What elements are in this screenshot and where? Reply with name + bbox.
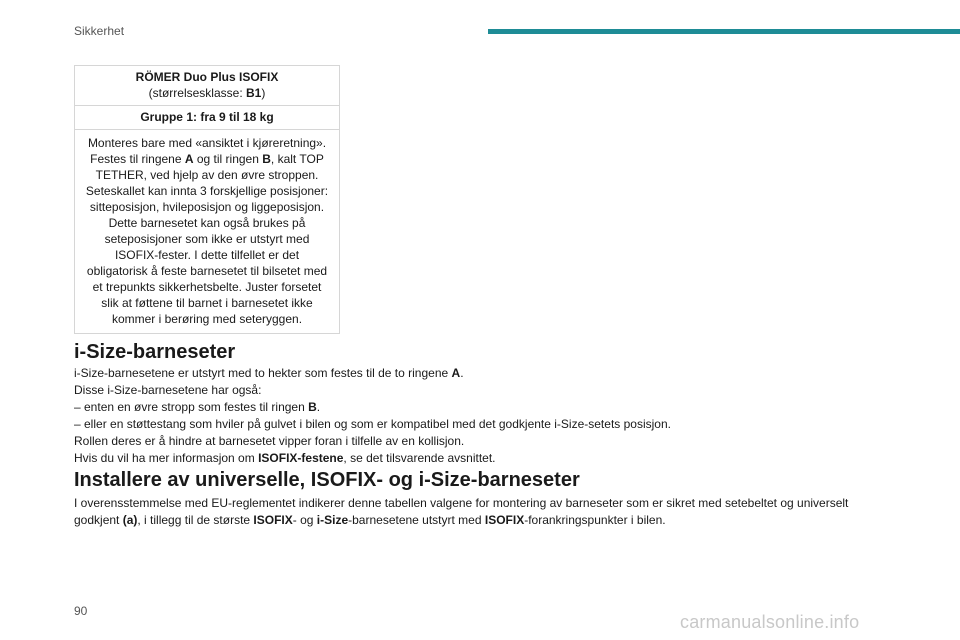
seat-group: Gruppe 1: fra 9 til 18 kg	[140, 110, 274, 124]
seat-class	[83, 85, 331, 101]
text-run: -barnesetene utstyrt med	[348, 513, 485, 527]
seat-class-value: B1	[246, 86, 262, 100]
seat-class-prefix: (størrelsesklasse:	[148, 86, 246, 100]
bold-term: A	[451, 366, 461, 380]
text-run: godkjent	[74, 513, 123, 527]
text-run: Monteres bare med «ansiktet i kjøreretning».	[87, 136, 327, 150]
text-run: TETHER, ved hjelp av den øvre stroppen.	[95, 168, 319, 182]
text-run: i-Size-barnesetene er utstyrt med to hekter som festes til de to ringene	[74, 366, 452, 380]
text-run: ISOFIX-fester. I dette tilfellet er det	[114, 248, 300, 262]
text-line	[83, 215, 331, 231]
isize-heading: i-Size-barneseter	[74, 341, 236, 363]
section-label: Sikkerhet	[74, 24, 125, 38]
text-run: -forankringspunkter i bilen.	[524, 513, 666, 527]
bold-term: ISOFIX	[253, 513, 293, 527]
watermark: carmanualsonline.info	[680, 612, 860, 632]
text-line	[74, 382, 894, 399]
text-run: , i tillegg til de største	[137, 513, 254, 527]
seat-table	[74, 65, 340, 334]
text-line	[74, 399, 894, 416]
text-line	[83, 279, 331, 295]
text-line	[74, 365, 894, 382]
bold-term: (a)	[122, 513, 138, 527]
text-run: .	[316, 400, 321, 414]
seat-description	[83, 135, 331, 327]
text-run: sitteposisjon, hvileposisjon og liggeposisjon.	[89, 200, 325, 214]
bold-term: B	[262, 152, 271, 166]
text-run: .	[460, 366, 464, 380]
isize-paragraph	[74, 365, 894, 467]
text-line	[83, 167, 331, 183]
text-run: et trepunkts sikkerhetsbelte. Juster forsetet	[92, 280, 322, 294]
text-run: Dette barnesetet kan også brukes på	[108, 216, 306, 230]
text-line	[83, 231, 331, 247]
text-run: Festes til ringene	[90, 152, 185, 166]
text-run: slik at føttene til barnet i barnesetet ikke	[101, 296, 313, 310]
bold-term: A	[184, 152, 194, 166]
text-line	[83, 263, 331, 279]
seat-name: RÖMER Duo Plus ISOFIX	[135, 70, 279, 84]
text-run: , kalt TOP	[270, 152, 324, 166]
text-run: og til ringen	[193, 152, 263, 166]
text-run: - og	[292, 513, 317, 527]
page-number: 90	[74, 604, 88, 618]
accent-bar	[488, 29, 960, 34]
install-paragraph	[74, 495, 894, 529]
install-heading: Installere av universelle, ISOFIX- og i-Size-barneseter	[74, 469, 580, 491]
bold-term: ISOFIX	[484, 513, 525, 527]
text-run: Rollen deres er å hindre at barnesetet vipper foran i tilfelle av en kollisjon.	[74, 434, 465, 448]
text-run: Seteskallet kan innta 3 forskjellige posisjoner:	[85, 184, 329, 198]
seat-group-row	[75, 106, 339, 130]
text-line	[74, 495, 894, 512]
text-run: obligatorisk å feste barnesetet til bilsetet med	[86, 264, 328, 278]
text-run: , se det tilsvarende avsnittet.	[343, 451, 496, 465]
text-line	[83, 183, 331, 199]
text-run: – enten en øvre stropp som festes til ringen	[74, 400, 309, 414]
text-line	[83, 311, 331, 327]
text-line	[74, 450, 894, 467]
text-run: I overensstemmelse med EU-reglementet indikerer denne tabellen valgene for montering av barneseter som er sikret med setebeltet og universelt	[74, 496, 849, 510]
text-line	[74, 512, 894, 529]
text-run: – eller en støttestang som hviler på gulvet i bilen og som er kompatibel med det godkjente i-Size-setets posisjon.	[74, 417, 671, 431]
text-line	[74, 433, 894, 450]
text-run: kommer i berøring med seteryggen.	[111, 312, 303, 326]
seat-description-row	[75, 130, 339, 333]
text-line	[74, 416, 894, 433]
text-run: seteposisjoner som ikke er utstyrt med	[104, 232, 310, 246]
text-line	[83, 247, 331, 263]
bold-term: B	[308, 400, 317, 414]
text-run: Disse i-Size-barnesetene har også:	[74, 383, 262, 397]
bold-term: ISOFIX-festene	[258, 451, 344, 465]
seat-table-title-row	[75, 66, 339, 106]
bold-term: i-Size	[316, 513, 349, 527]
text-line	[83, 295, 331, 311]
seat-class-suffix: )	[261, 86, 266, 100]
text-run: Hvis du vil ha mer informasjon om	[74, 451, 259, 465]
text-line	[83, 151, 331, 167]
text-line	[83, 199, 331, 215]
text-line	[83, 135, 331, 151]
